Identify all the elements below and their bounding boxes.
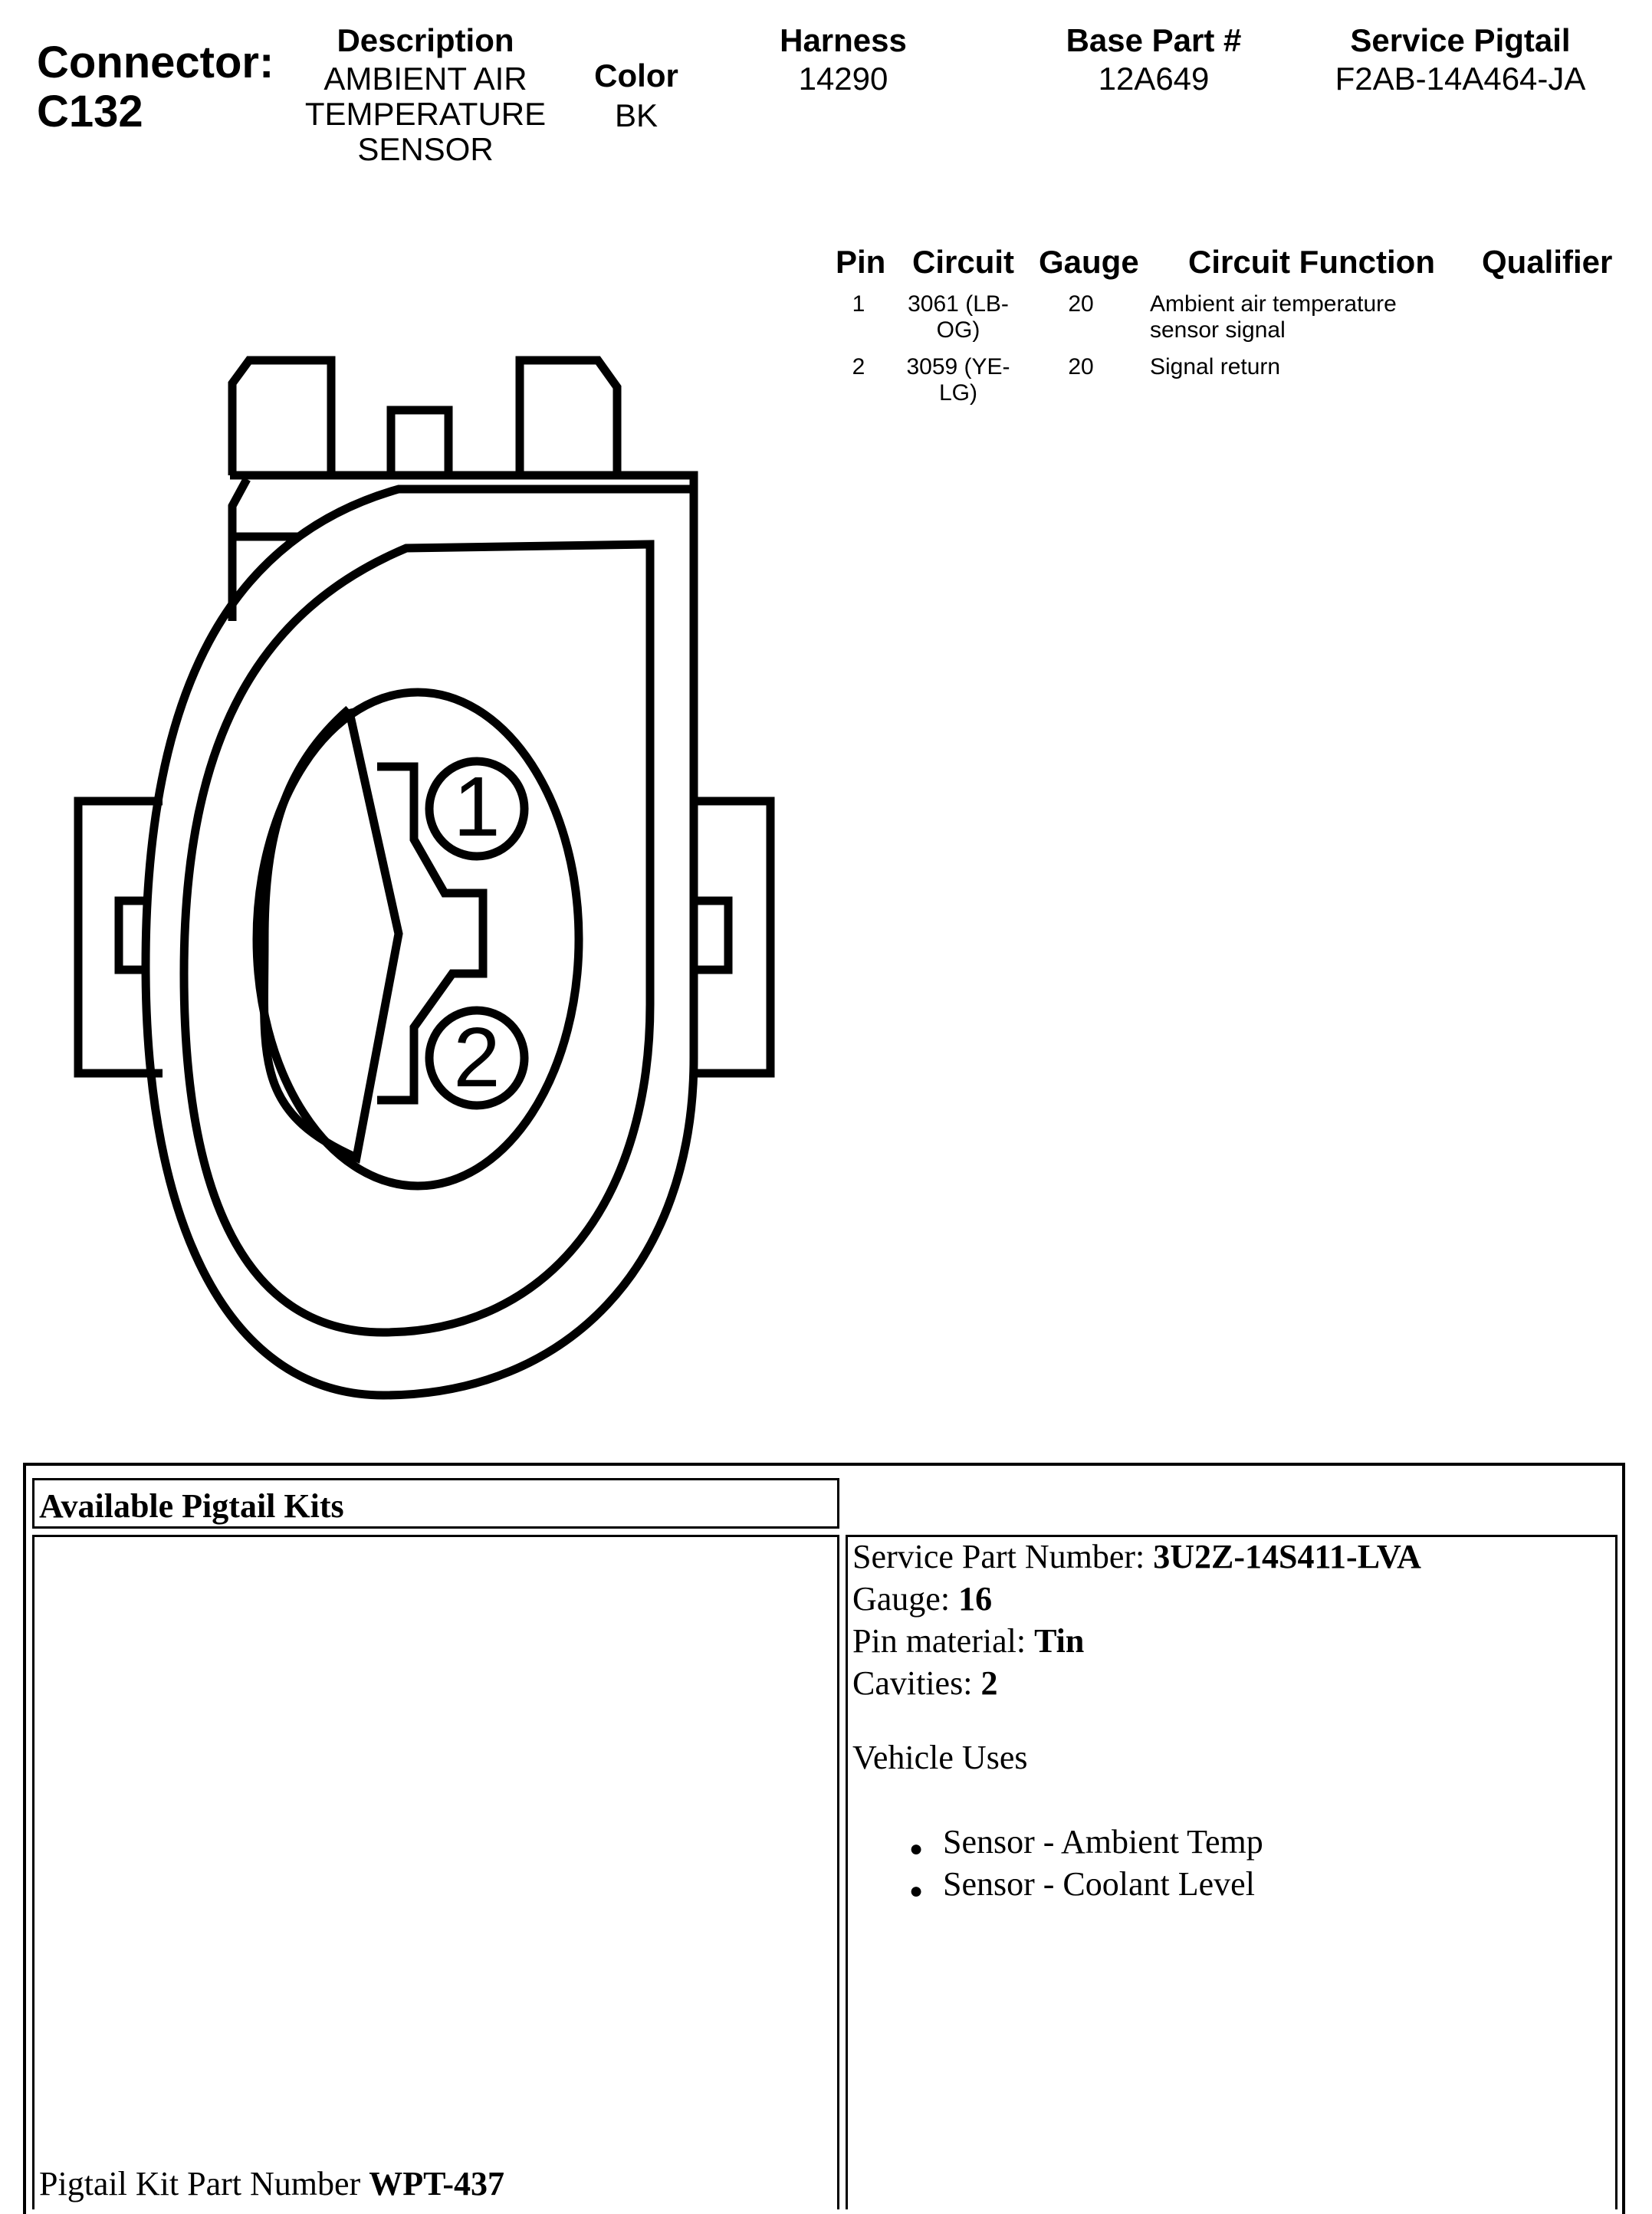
table-cell-function xyxy=(1150,354,1441,380)
circuit-line: LG) xyxy=(938,380,977,406)
description-line: TEMPERATURE xyxy=(304,96,547,132)
function-line: Signal return xyxy=(1150,354,1281,379)
pin-1-label: 1 xyxy=(453,760,501,854)
connector-label: Connector: xyxy=(37,38,274,87)
service-pigtail-column xyxy=(1296,21,1625,97)
table-cell-pin: 2 xyxy=(852,354,865,379)
pigtail-kits-header-box xyxy=(32,1478,839,1529)
harness-column xyxy=(732,21,954,97)
circuit-line: 3061 (LB- xyxy=(908,291,1009,317)
description-line: SENSOR xyxy=(357,131,494,167)
top-latch-right xyxy=(520,360,617,471)
top-latch-center xyxy=(391,410,448,471)
cavities-spec xyxy=(852,1664,997,1703)
function-line: sensor signal xyxy=(1150,317,1286,343)
function-line: Ambient air temperature xyxy=(1150,291,1397,317)
gauge-spec xyxy=(852,1579,992,1619)
table-cell-gauge: 20 xyxy=(1068,354,1094,379)
pigtail-kit-image-cell xyxy=(32,1535,839,2209)
connector-diagram xyxy=(0,322,843,1411)
service-pigtail-label: Service Pigtail xyxy=(1350,22,1571,58)
service-part-label: Service Part Number: xyxy=(852,1538,1154,1575)
harness-value: 14290 xyxy=(798,61,888,97)
service-pigtail-value: F2AB-14A464-JA xyxy=(1335,61,1586,97)
color-label: Color xyxy=(594,57,678,94)
base-part-value: 12A649 xyxy=(1098,61,1210,97)
connector-title xyxy=(37,38,274,136)
qualifier-header: Qualifier xyxy=(1482,244,1613,280)
description-label: Description xyxy=(337,22,514,58)
connector-id: C132 xyxy=(37,87,143,136)
color-column xyxy=(567,57,705,133)
pigtail-kits-header: Available Pigtail Kits xyxy=(39,1487,344,1525)
vehicle-uses-label: Vehicle Uses xyxy=(852,1739,1028,1776)
keying-chevron xyxy=(264,709,399,1158)
housing-top-edge xyxy=(230,475,694,797)
gauge-value: 16 xyxy=(958,1580,993,1618)
pin-2-label: 2 xyxy=(453,1010,501,1105)
pigtail-kit-part-number xyxy=(39,2164,504,2203)
pigtail-kit-details-cell xyxy=(846,1535,1618,2209)
service-part-number xyxy=(852,1537,1421,1577)
bullet-icon: ● xyxy=(909,1878,924,1904)
function-header: Circuit Function xyxy=(1188,244,1435,280)
connector-outer-shell xyxy=(146,489,694,1395)
kit-part-label: Pigtail Kit Part Number xyxy=(39,2165,369,2203)
circuit-line: 3059 (YE- xyxy=(906,354,1010,379)
circuit-header: Circuit xyxy=(912,244,1015,280)
bullet-icon: ● xyxy=(909,1836,924,1861)
description-line: AMBIENT AIR xyxy=(324,61,527,97)
harness-label: Harness xyxy=(780,22,907,58)
base-part-label: Base Part # xyxy=(1066,22,1242,58)
vehicle-use-item: Sensor - Coolant Level xyxy=(943,1865,1255,1903)
cavities-label: Cavities: xyxy=(852,1664,981,1702)
top-latch-left xyxy=(232,360,331,475)
kit-part-value: WPT-437 xyxy=(369,2165,505,2203)
description-column xyxy=(291,21,560,167)
gauge-label: Gauge: xyxy=(852,1580,959,1618)
base-part-column xyxy=(1035,21,1273,97)
table-cell-function xyxy=(1150,291,1441,343)
cavities-value: 2 xyxy=(980,1664,998,1702)
table-cell-circuit xyxy=(905,291,1012,343)
color-value: BK xyxy=(614,97,659,133)
circuit-line: OG) xyxy=(936,317,980,343)
pin-material-spec xyxy=(852,1621,1084,1661)
vehicle-use-item: Sensor - Ambient Temp xyxy=(943,1823,1263,1861)
table-cell-gauge: 20 xyxy=(1068,291,1094,317)
pin-header: Pin xyxy=(836,244,886,280)
side-tab-right-inner xyxy=(696,901,728,970)
pin-material-value: Tin xyxy=(1034,1622,1085,1660)
service-part-value: 3U2Z-14S411-LVA xyxy=(1153,1538,1421,1575)
gauge-header: Gauge xyxy=(1039,244,1139,280)
table-cell-pin: 1 xyxy=(852,291,865,317)
table-cell-circuit xyxy=(905,354,1012,406)
pin-material-label: Pin material: xyxy=(852,1622,1035,1660)
